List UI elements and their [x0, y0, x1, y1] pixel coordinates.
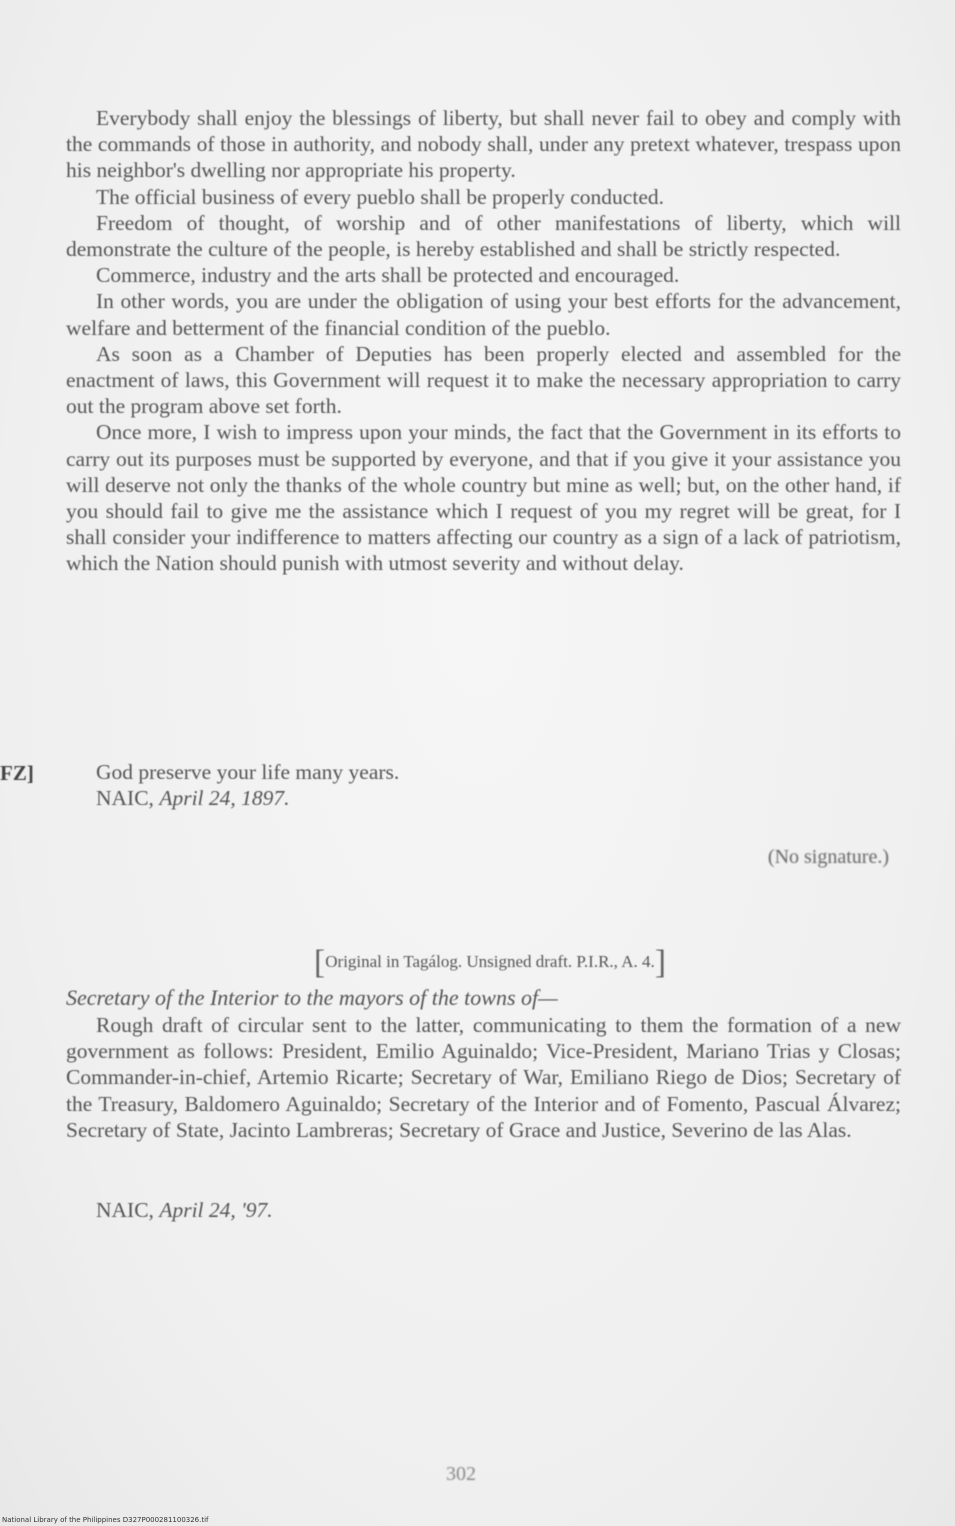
- place-name: NAIC,: [96, 786, 154, 810]
- page-number: 302: [446, 1463, 476, 1485]
- source-note-text: Original in Tagálog. Unsigned draft. P.I.R., A. 4.: [325, 951, 655, 971]
- paragraph-freedom: Freedom of thought, of worship and of other manifestations of liberty, which will demonstrate the culture of the people, is hereby established and shall be strictly respected.: [66, 210, 901, 262]
- closing-line: God preserve your life many years.: [96, 760, 400, 784]
- paragraph-chamber: As soon as a Chamber of Deputies has been properly elected and assembled for the enactment of laws, this Government will request it to make the necessary appropriation to carry out the program above set forth.: [66, 341, 901, 419]
- date-text: April 24, 1897.: [159, 786, 290, 810]
- place-date-line: [96, 786, 290, 811]
- paragraph-official-business: The official business of every pueblo shall be properly conducted.: [96, 184, 664, 209]
- paragraph-commerce: Commerce, industry and the arts shall be protected and encouraged.: [96, 263, 680, 288]
- left-bracket: [: [313, 944, 326, 981]
- place-date-line-2: [96, 1198, 273, 1223]
- margin-annotation: FZ]: [0, 761, 34, 785]
- entry-heading: Secretary of the Interior to the mayors of the towns of—: [66, 985, 558, 1010]
- entry-summary: [66, 1012, 901, 1143]
- signature-note: (No signature.): [767, 846, 889, 868]
- paragraph-once-more: Once more, I wish to impress upon your minds, the fact that the Government in its efforts to carry out its purposes must be supported by everyone, and that if you give it your assistance you will deserve not only the thanks of the whole country but mine as well; but, on the other hand, if you should fail to give me the assistance which I request of you my regret will be great, for I shall consider your indifference to matters affecting our country as a sign of a lack of patriotism, which the Nation should punish with utmost severity and without delay.: [66, 420, 901, 576]
- right-bracket: ]: [654, 944, 667, 981]
- place-name-2: NAIC,: [96, 1198, 154, 1222]
- paragraph-liberty: Everybody shall enjoy the blessings of liberty, but shall never fail to obey and comply with the commands of those in authority, and nobody shall, under any pretext whatever, trespass upon his neighbor's dwelling nor appropriate his property.: [66, 106, 901, 183]
- footer-credit: National Library of the Philippines D327P000281100326.tif: [2, 1516, 209, 1524]
- paragraph-obligation: In other words, you are under the obligation of using your best efforts for the advancement, welfare and betterment of the financial condition of the pueblo.: [66, 289, 901, 340]
- summary-paragraph: Rough draft of circular sent to the latter, communicating to them the formation of a new government as follows: President, Emilio Aguinaldo; Vice-President, Mariano Trias y Closas; Commander-in-chief, Artemio Ricarte; Secretary of War, Emiliano Riego de Dios; Secretary of the Treasury, Baldomero Aguinaldo; Secretary of the Interior and of Fomento, Pascual Álvarez; Secretary of State, Jacinto Lambreras; Secretary of Grace and Justice, Severino de las Alas.: [66, 1013, 901, 1142]
- source-note: [240, 944, 740, 982]
- letter-body: [66, 105, 901, 577]
- date-text-2: April 24, '97.: [159, 1198, 273, 1222]
